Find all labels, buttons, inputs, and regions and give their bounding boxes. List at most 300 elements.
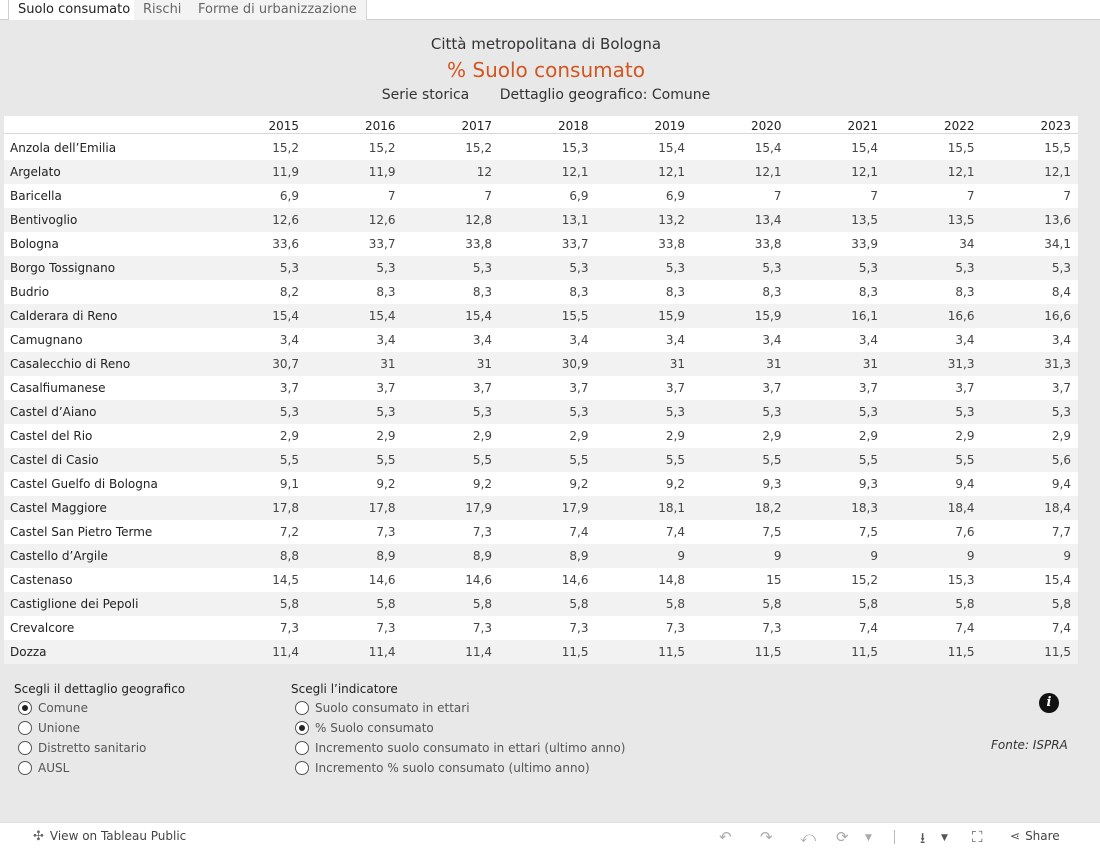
table-cell-value: 7 (1063, 189, 1071, 203)
table-cell-value: 18,4 (947, 501, 975, 515)
table-cell-value: 15 (766, 573, 782, 587)
table-cell-value: 16,6 (947, 309, 975, 323)
table-cell-value: 7,4 (1051, 621, 1071, 635)
table-cell-value: 13,1 (561, 213, 589, 227)
table-cell-value: 31,3 (1044, 357, 1071, 371)
table-cell-value: 5,3 (1051, 261, 1071, 275)
table-cell-value: 9,2 (665, 477, 685, 491)
radio-label: Distretto sanitario (38, 741, 147, 755)
table-cell-value: 12,1 (851, 165, 878, 179)
table-cell-value: 9,4 (955, 477, 975, 491)
column-header-year: 2017 (461, 119, 492, 133)
table-cell-value: 18,1 (658, 501, 685, 515)
table-cell-value: 33,7 (561, 237, 589, 251)
table-cell-value: 7,4 (955, 621, 975, 635)
municipality-name: Budrio (10, 285, 50, 299)
table-cell-value: 5,3 (858, 261, 878, 275)
table-cell-value: 30,7 (272, 357, 299, 371)
radio-unchecked-icon[interactable] (18, 761, 32, 775)
table-row[interactable] (4, 280, 1078, 304)
table-cell-value: 30,9 (561, 357, 589, 371)
table-cell-value: 8,3 (665, 285, 685, 299)
table-cell-value: 3,4 (955, 333, 975, 347)
municipality-name: Borgo Tossignano (10, 261, 116, 275)
table-row[interactable] (4, 208, 1078, 232)
table-cell-value: 8,3 (376, 285, 396, 299)
table-cell-value: 2,9 (762, 429, 782, 443)
table-cell-value: 7,3 (569, 621, 589, 635)
table-cell-value: 33,8 (754, 237, 782, 251)
table-cell-value: 7,4 (569, 525, 589, 539)
table-cell-value: 7 (773, 189, 782, 203)
table-cell-value: 5,3 (569, 405, 589, 419)
table-cell-value: 8,3 (858, 285, 878, 299)
municipality-name: Baricella (10, 189, 62, 203)
table-cell-value: 13,2 (658, 213, 685, 227)
table-cell-value: 12,1 (658, 165, 685, 179)
table-cell-value: 8,9 (569, 549, 589, 563)
table-cell-value: 15,5 (1044, 141, 1071, 155)
table-cell-value: 8,3 (569, 285, 589, 299)
tab-strip (0, 0, 1100, 20)
table-cell-value: 7,3 (472, 525, 492, 539)
table-cell-value: 7 (870, 189, 878, 203)
table-cell-value: 15,4 (368, 309, 396, 323)
table-cell-value: 34,1 (1044, 237, 1071, 251)
table-cell-value: 31 (766, 357, 782, 371)
view-on-tableau-label: View on Tableau Public (49, 829, 187, 843)
table-cell-value: 8,3 (762, 285, 782, 299)
table-cell-value: 7,3 (376, 525, 396, 539)
table-row[interactable] (4, 568, 1078, 592)
table-cell-value: 9,3 (762, 477, 782, 491)
column-header-year: 2020 (750, 119, 782, 133)
table-cell-value: 14,5 (272, 573, 299, 587)
table-cell-value: 33,6 (272, 237, 299, 251)
table-cell-value: 3,7 (1051, 381, 1071, 395)
table-cell-value: 11,4 (368, 645, 396, 659)
table-cell-value: 5,3 (858, 405, 878, 419)
table-cell-value: 15,9 (658, 309, 685, 323)
table-cell-value: 2,9 (569, 429, 589, 443)
table-cell-value: 12,1 (947, 165, 975, 179)
municipality-name: Castel d’Aiano (10, 405, 97, 419)
subtitle (0, 87, 1092, 103)
table-cell-value: 3,4 (762, 333, 782, 347)
table-row[interactable] (4, 544, 1078, 568)
municipality-name: Castel Guelfo di Bologna (10, 477, 158, 491)
table-cell-value: 2,9 (279, 429, 299, 443)
table-cell-value: 16,1 (851, 309, 878, 323)
table-cell-value: 9 (870, 549, 878, 563)
table-cell-value: 17,8 (272, 501, 299, 515)
table-cell-value: 3,7 (955, 381, 975, 395)
table-cell-value: 8,9 (472, 549, 492, 563)
table-cell-value: 33,9 (851, 237, 878, 251)
table-cell-value: 15,4 (1044, 573, 1071, 587)
table-cell-value: 9 (773, 549, 782, 563)
column-header-year: 2018 (557, 119, 589, 133)
table-cell-value: 5,5 (858, 453, 878, 467)
page-title: % Suolo consumato (447, 58, 645, 82)
table-cell-value: 11,5 (561, 645, 589, 659)
radio-unchecked-icon[interactable] (295, 761, 309, 775)
table-cell-value: 5,3 (1051, 405, 1071, 419)
table-row[interactable] (4, 592, 1078, 616)
table-cell-value: 15,2 (851, 573, 878, 587)
table-row[interactable] (4, 640, 1078, 664)
table-cell-value: 11,5 (658, 645, 685, 659)
radio-label: AUSL (38, 761, 70, 775)
table-cell-value: 8,4 (1051, 285, 1071, 299)
table-cell-value: 15,2 (368, 141, 396, 155)
table-cell-value: 5,8 (1051, 597, 1071, 611)
table-cell-value: 13,6 (1044, 213, 1071, 227)
table-cell-value: 15,4 (754, 141, 782, 155)
table-cell-value: 5,3 (376, 405, 396, 419)
table-cell-value: 7,3 (665, 621, 685, 635)
table-cell-value: 5,8 (955, 597, 975, 611)
redo-icon[interactable]: ↷ (760, 828, 773, 846)
table-row[interactable] (4, 136, 1078, 160)
table-cell-value: 2,9 (376, 429, 396, 443)
table-row[interactable] (4, 232, 1078, 256)
table-cell-value: 14,6 (368, 573, 396, 587)
table-cell-value: 3,4 (569, 333, 589, 347)
table-cell-value: 14,6 (561, 573, 589, 587)
table-cell-value: 3,4 (279, 333, 299, 347)
table-cell-value: 11,5 (1044, 645, 1071, 659)
table-cell-value: 15,2 (272, 141, 299, 155)
table-cell-value: 3,7 (665, 381, 685, 395)
table-cell-value: 3,4 (1051, 333, 1071, 347)
table-cell-value: 5,8 (472, 597, 492, 611)
table-cell-value: 3,4 (665, 333, 685, 347)
municipality-name: Castenaso (10, 573, 73, 587)
table-cell-value: 8,3 (955, 285, 975, 299)
table-cell-value: 5,3 (472, 405, 492, 419)
column-header-year: 2021 (847, 119, 878, 133)
table-cell-value: 11,9 (272, 165, 299, 179)
table-cell-value: 11,5 (947, 645, 975, 659)
table-cell-value: 7,2 (279, 525, 299, 539)
table-row[interactable] (4, 328, 1078, 352)
municipality-name: Castel di Casio (10, 453, 99, 467)
city-title: Città metropolitana di Bologna (430, 35, 662, 53)
radio-label: Unione (38, 721, 81, 735)
table-cell-value: 18,4 (1044, 501, 1071, 515)
table-cell-value: 31,3 (947, 357, 975, 371)
table-cell-value: 17,9 (561, 501, 589, 515)
table-cell-value: 18,3 (851, 501, 878, 515)
table-cell-value: 13,5 (851, 213, 878, 227)
tab-rischi[interactable]: Rischi (134, 0, 191, 20)
radio-unchecked-icon[interactable] (18, 721, 32, 735)
table-cell-value: 5,5 (376, 453, 396, 467)
table-cell-value: 9,2 (376, 477, 396, 491)
table-row[interactable] (4, 304, 1078, 328)
table-cell-value: 3,7 (569, 381, 589, 395)
table-cell-value: 5,8 (665, 597, 685, 611)
table-row[interactable] (4, 256, 1078, 280)
column-header-year: 2016 (364, 119, 396, 133)
share-icon: ⋖ (1010, 829, 1021, 843)
toolbar-divider (894, 830, 895, 844)
download-icon[interactable]: ⭳ (920, 829, 926, 847)
table-cell-value: 17,9 (465, 501, 492, 515)
table-cell-value: 2,9 (1051, 429, 1071, 443)
table-cell-value: 12,6 (368, 213, 396, 227)
table-cell-value: 5,5 (472, 453, 492, 467)
table-cell-value: 9 (1063, 549, 1071, 563)
table-cell-value: 15,4 (851, 141, 878, 155)
table-cell-value: 5,3 (955, 261, 975, 275)
municipality-name: Casalecchio di Reno (10, 357, 131, 371)
table-cell-value: 11,9 (368, 165, 396, 179)
table-cell-value: 3,7 (472, 381, 492, 395)
table-cell-value: 5,3 (665, 405, 685, 419)
table-cell-value: 5,5 (665, 453, 685, 467)
radio-unchecked-icon[interactable] (295, 701, 309, 715)
table-cell-value: 7,5 (858, 525, 878, 539)
table-cell-value: 12,8 (465, 213, 492, 227)
table-cell-value: 6,9 (665, 189, 685, 203)
table-cell-value: 7,5 (762, 525, 782, 539)
table-cell-value: 2,9 (858, 429, 878, 443)
info-icon[interactable]: i (1039, 693, 1059, 713)
table-cell-value: 13,5 (947, 213, 975, 227)
table-cell-value: 5,8 (858, 597, 878, 611)
tab-forme-urbanizzazione[interactable]: Forme di urbanizzazione (189, 0, 367, 20)
download-menu-chevron-icon[interactable]: ▼ (941, 833, 948, 843)
table-row[interactable] (4, 496, 1078, 520)
table-cell-value: 14,8 (658, 573, 685, 587)
column-header-year: 2019 (654, 119, 685, 133)
table-cell-value: 15,4 (658, 141, 685, 155)
table-cell-value: 16,6 (1044, 309, 1071, 323)
table-cell-value: 12 (476, 165, 492, 179)
table-cell-value: 5,8 (279, 597, 299, 611)
table-cell-value: 6,9 (569, 189, 589, 203)
municipality-name: Bentivoglio (10, 213, 78, 227)
radio-comune[interactable] (18, 700, 88, 716)
table-cell-value: 9 (966, 549, 975, 563)
table-cell-value: 5,3 (762, 405, 782, 419)
table-row[interactable] (4, 400, 1078, 424)
source-label: Fonte: ISPRA (991, 738, 1068, 752)
table-cell-value: 31 (380, 357, 396, 371)
table-cell-value: 15,3 (561, 141, 589, 155)
table-cell-value: 7 (387, 189, 396, 203)
table-cell-value: 8,9 (376, 549, 396, 563)
table-cell-value: 9,4 (1051, 477, 1071, 491)
table-cell-value: 7 (484, 189, 492, 203)
refresh-icon[interactable]: ⟳ (836, 828, 849, 846)
view-on-tableau-public-link[interactable] (33, 829, 186, 844)
table-cell-value: 9 (677, 549, 685, 563)
municipality-name: Castel San Pietro Terme (10, 525, 153, 539)
table-row[interactable] (4, 184, 1078, 208)
fullscreen-icon[interactable]: ⛶ (972, 828, 983, 846)
radio-label: Incremento suolo consumato in ettari (ultimo anno) (315, 741, 626, 755)
municipality-name: Castel del Rio (10, 429, 93, 443)
municipality-name: Anzola dell’Emilia (10, 141, 117, 155)
table-cell-value: 13,4 (754, 213, 782, 227)
radio-distretto-sanitario[interactable] (18, 740, 146, 756)
table-cell-value: 7,3 (279, 621, 299, 635)
table-cell-value: 15,3 (947, 573, 975, 587)
table-row[interactable] (4, 160, 1078, 184)
table-cell-value: 7,3 (376, 621, 396, 635)
radio-unchecked-icon[interactable] (18, 741, 32, 755)
radio-checked-icon[interactable] (295, 721, 309, 735)
table-row[interactable] (4, 616, 1078, 640)
table-cell-value: 5,5 (762, 453, 782, 467)
table-cell-value: 31 (476, 357, 492, 371)
table-cell-value: 5,8 (762, 597, 782, 611)
table-cell-value: 3,7 (279, 381, 299, 395)
table-cell-value: 7,6 (955, 525, 975, 539)
table-cell-value: 9,1 (279, 477, 299, 491)
table-cell-value: 11,5 (754, 645, 782, 659)
table-cell-value: 14,6 (465, 573, 492, 587)
table-row[interactable] (4, 352, 1078, 376)
municipality-name: Camugnano (10, 333, 83, 347)
table-cell-value: 34 (959, 237, 975, 251)
table-cell-value: 15,5 (561, 309, 589, 323)
series-label: Serie storica (381, 87, 470, 103)
table-cell-value: 3,4 (858, 333, 878, 347)
radio-ausl[interactable] (18, 760, 69, 776)
table-cell-value: 5,3 (472, 261, 492, 275)
table-cell-value: 12,6 (272, 213, 299, 227)
municipality-name: Castiglione dei Pepoli (10, 597, 139, 611)
data-table (4, 116, 1078, 660)
radio-label: Suolo consumato in ettari (315, 701, 470, 715)
table-cell-value: 5,3 (955, 405, 975, 419)
table-cell-value: 9,3 (858, 477, 878, 491)
table-cell-value: 7,4 (665, 525, 685, 539)
column-header-year: 2023 (1040, 119, 1071, 133)
municipality-name: Calderara di Reno (10, 309, 118, 323)
table-cell-value: 15,4 (272, 309, 299, 323)
table-cell-value: 31 (862, 357, 878, 371)
column-header-year: 2022 (943, 119, 975, 133)
radio-unchecked-icon[interactable] (295, 741, 309, 755)
table-cell-value: 7 (966, 189, 975, 203)
table-cell-value: 12,1 (754, 165, 782, 179)
table-cell-value: 5,3 (376, 261, 396, 275)
table-row[interactable] (4, 448, 1078, 472)
radio-checked-icon[interactable] (18, 701, 32, 715)
table-cell-value: 9,2 (472, 477, 492, 491)
geo-filter-title: Scegli il dettaglio geografico (14, 682, 186, 696)
table-cell-value: 2,9 (472, 429, 492, 443)
tab-suolo-consumato[interactable]: Suolo consumato (8, 0, 140, 21)
municipality-name: Dozza (10, 645, 47, 659)
revert-icon[interactable]: ⤺ (800, 828, 817, 846)
table-row[interactable] (4, 376, 1078, 400)
radio-suolo-ettari[interactable] (295, 700, 470, 716)
share-button[interactable] (1010, 829, 1060, 843)
table-cell-value: 5,5 (955, 453, 975, 467)
table-cell-value: 11,4 (272, 645, 299, 659)
table-cell-value: 5,5 (279, 453, 299, 467)
radio-incremento-ettari[interactable] (295, 740, 625, 756)
tableau-icon: ✣ (33, 829, 44, 844)
undo-icon[interactable]: ↶ (719, 828, 732, 846)
column-header-year: 2015 (268, 119, 299, 133)
table-cell-value: 8,8 (279, 549, 299, 563)
share-label: Share (1025, 829, 1060, 843)
municipality-name: Castel Maggiore (10, 501, 107, 515)
table-cell-value: 7,3 (762, 621, 782, 635)
tableau-toolbar (0, 822, 1100, 850)
table-cell-value: 3,7 (376, 381, 396, 395)
radio-percent-suolo[interactable] (295, 720, 434, 736)
table-cell-value: 5,3 (279, 405, 299, 419)
table-cell-value: 11,5 (851, 645, 878, 659)
dashboard (0, 20, 1100, 822)
table-row[interactable] (4, 472, 1078, 496)
table-cell-value: 3,7 (762, 381, 782, 395)
municipality-name: Argelato (10, 165, 61, 179)
table-row[interactable] (4, 424, 1078, 448)
table-cell-value: 33,8 (465, 237, 492, 251)
table-cell-value: 8,2 (279, 285, 299, 299)
table-cell-value: 5,3 (279, 261, 299, 275)
geo-detail-label: Dettaglio geografico: Comune (499, 87, 711, 103)
radio-label: Incremento % suolo consumato (ultimo anno) (315, 761, 590, 775)
radio-label: Comune (38, 701, 89, 715)
radio-label: % Suolo consumato (315, 721, 434, 735)
radio-incremento-percent[interactable] (295, 760, 590, 776)
table-cell-value: 2,9 (665, 429, 685, 443)
table-cell-value: 33,7 (368, 237, 396, 251)
table-cell-value: 3,4 (376, 333, 396, 347)
table-row[interactable] (4, 520, 1078, 544)
table-cell-value: 15,9 (754, 309, 782, 323)
table-cell-value: 2,9 (955, 429, 975, 443)
table-cell-value: 31 (669, 357, 685, 371)
radio-unione[interactable] (18, 720, 80, 736)
table-cell-value: 8,3 (472, 285, 492, 299)
table-cell-value: 9,2 (569, 477, 589, 491)
municipality-name: Crevalcore (10, 621, 75, 635)
indicator-filter-title: Scegli l’indicatore (291, 682, 398, 696)
table-cell-value: 5,3 (569, 261, 589, 275)
table-cell-value: 12,1 (561, 165, 589, 179)
table-cell-value: 15,2 (465, 141, 492, 155)
municipality-name: Casalfiumanese (10, 381, 106, 395)
table-cell-value: 7,3 (472, 621, 492, 635)
table-cell-value: 6,9 (279, 189, 299, 203)
municipality-name: Castello d’Argile (10, 549, 108, 563)
table-cell-value: 5,8 (376, 597, 396, 611)
table-cell-value: 3,4 (472, 333, 492, 347)
chevron-down-icon[interactable]: ▼ (865, 833, 872, 843)
table-cell-value: 15,4 (465, 309, 492, 323)
table-cell-value: 5,3 (665, 261, 685, 275)
table-cell-value: 5,6 (1051, 453, 1071, 467)
table-cell-value: 5,5 (569, 453, 589, 467)
table-cell-value: 11,4 (465, 645, 492, 659)
table-cell-value: 5,3 (762, 261, 782, 275)
table-header (4, 116, 1078, 134)
table-cell-value: 33,8 (658, 237, 685, 251)
table-cell-value: 7,4 (858, 621, 878, 635)
table-cell-value: 15,5 (947, 141, 975, 155)
